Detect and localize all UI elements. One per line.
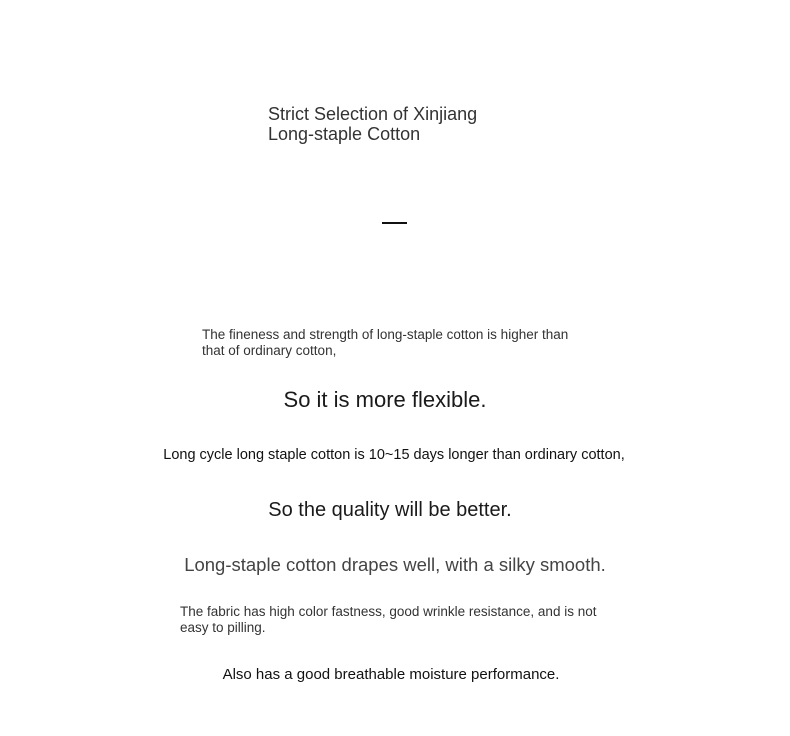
color-fastness-text: The fabric has high color fastness, good wrinkle resistance, and is not easy to pilling. <box>180 604 597 635</box>
growth-cycle-text: Long cycle long staple cotton is 10~15 days longer than ordinary cotton, <box>163 447 625 463</box>
quality-text: So the quality will be better. <box>268 499 512 521</box>
drape-text: Long-staple cotton drapes well, with a silky smooth. <box>184 554 606 575</box>
flexible-text: So it is more flexible. <box>283 387 487 412</box>
title-divider <box>382 222 407 224</box>
fineness-text: The fineness and strength of long-staple cotton is higher than that of ordinary cotton, <box>202 327 569 358</box>
page-title: Strict Selection of Xinjiang Long-staple Cotton <box>268 104 478 144</box>
breathable-text: Also has a good breathable moisture performance. <box>222 666 560 683</box>
